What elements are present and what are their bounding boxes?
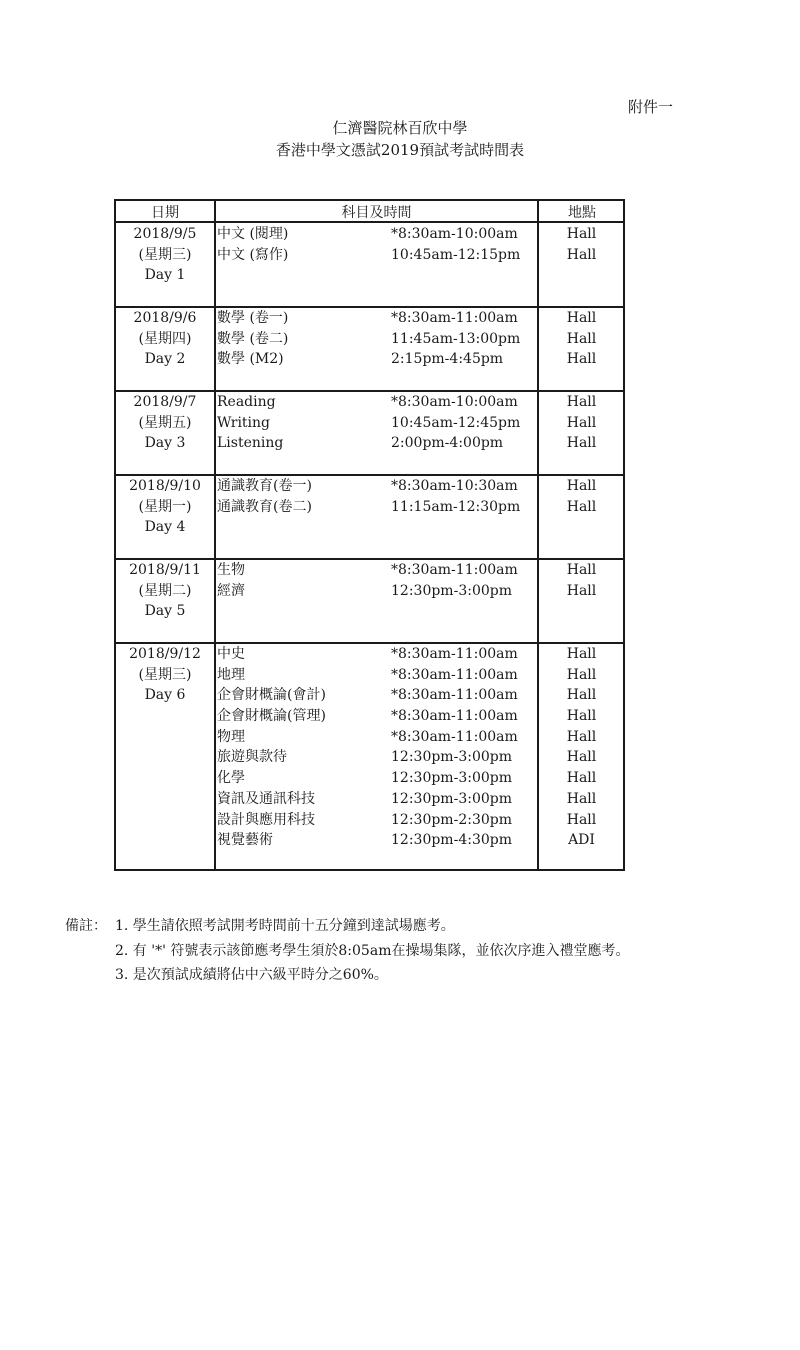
exam-subject: 中史 — [217, 646, 245, 662]
day-date: 2018/9/12 — [129, 646, 201, 662]
day-weekday: (星期二) — [138, 582, 192, 599]
note-item: 3. 是次預試成績將佔中六級平時分之60%。 — [115, 967, 388, 983]
exam-time: *8:30am-11:00am — [391, 708, 518, 725]
day-5-times — [391, 560, 518, 601]
exam-subject: Listening — [217, 435, 284, 452]
day-4-date-block — [116, 476, 214, 538]
exam-subject: 視覺藝術 — [217, 832, 273, 849]
school-name: 仁濟醫院林百欣中學 — [332, 119, 468, 137]
day-5-date-block — [116, 560, 214, 622]
exam-time: *8:30am-10:00am — [391, 226, 518, 242]
exam-time: 2:15pm-4:45pm — [391, 351, 504, 368]
exam-time: 12:30pm-3:00pm — [391, 770, 512, 787]
exam-subject: 生物 — [217, 562, 245, 578]
exam-time: 10:45am-12:45pm — [391, 414, 521, 431]
exam-time: *8:30am-10:00am — [391, 394, 518, 410]
day-weekday: (星期一) — [138, 498, 192, 515]
exam-subject: 企會財概論(會計) — [217, 687, 326, 704]
exam-subject: Reading — [217, 394, 276, 410]
day-date: 2018/9/5 — [133, 226, 197, 242]
exam-venue: Hall — [566, 478, 597, 494]
day-1-venues — [538, 224, 625, 265]
exam-venue: Hall — [566, 310, 597, 326]
exam-venue: Hall — [566, 790, 597, 807]
exam-venue: ADI — [568, 832, 595, 849]
exam-time: 2:00pm-4:00pm — [391, 435, 504, 452]
day-2-subjects — [217, 308, 288, 370]
day-3-times — [391, 392, 520, 454]
day-1-times — [391, 224, 520, 265]
day-day: Day 4 — [144, 519, 186, 536]
day-4-times — [391, 476, 520, 517]
exam-venue: Hall — [566, 246, 597, 263]
exam-venue: Hall — [566, 351, 597, 368]
day-date: 2018/9/10 — [129, 478, 201, 494]
day-6-date-block — [116, 644, 214, 706]
notes-label: 備註： — [65, 918, 107, 934]
exam-time: 12:30pm-3:00pm — [391, 749, 512, 766]
exam-venue: Hall — [566, 687, 597, 704]
column-header-subject-time: 科目及時間 — [341, 205, 412, 221]
day-6-subjects — [217, 644, 326, 851]
day-1-subjects — [217, 224, 288, 265]
exam-subject: 中文 (寫作) — [217, 246, 289, 263]
column-header-date: 日期 — [151, 205, 179, 221]
exam-timetable — [114, 199, 625, 871]
day-3-date-block — [116, 392, 214, 454]
day-3-venues — [538, 392, 625, 454]
day-4-venues — [538, 476, 625, 517]
exam-venue: Hall — [566, 582, 597, 599]
exam-subject: 經濟 — [217, 582, 245, 599]
day-weekday: (星期三) — [138, 666, 192, 683]
column-divider-date — [214, 201, 216, 869]
column-header-venue: 地點 — [568, 205, 596, 221]
day-date: 2018/9/11 — [129, 562, 201, 578]
exam-subject: 數學 (M2) — [217, 351, 284, 368]
day-3-subjects — [217, 392, 283, 454]
exam-time: 12:30pm-4:30pm — [391, 832, 512, 849]
note-item: 2. 有 '*' 符號表示該節應考學生須於8:05am在操場集隊，並依次序進入禮堂應考。 — [115, 942, 630, 959]
exam-time: 11:45am-13:00pm — [391, 330, 521, 347]
exam-subject: 通識教育(卷二) — [217, 498, 312, 515]
exam-subject: 化學 — [217, 770, 245, 787]
exam-venue: Hall — [566, 435, 597, 452]
exam-time: *8:30am-10:30am — [391, 478, 518, 494]
exam-subject: 通識教育(卷一) — [217, 478, 312, 494]
day-day: Day 2 — [144, 351, 186, 368]
exam-subject: Writing — [217, 414, 271, 431]
exam-time: 11:15am-12:30pm — [391, 498, 521, 515]
day-6-venues — [538, 644, 625, 851]
exam-venue: Hall — [566, 414, 597, 431]
notes-list — [115, 914, 629, 988]
day-5-subjects — [217, 560, 245, 601]
exam-time: *8:30am-11:00am — [391, 666, 518, 683]
exam-time: 12:30pm-2:30pm — [391, 811, 512, 828]
exam-subject: 數學 (卷二) — [217, 330, 289, 347]
day-4-subjects — [217, 476, 312, 517]
day-day: Day 6 — [144, 687, 186, 704]
exam-time: 12:30pm-3:00pm — [391, 790, 512, 807]
exam-venue: Hall — [566, 728, 597, 745]
day-date: 2018/9/7 — [133, 394, 197, 410]
day-6-times — [391, 644, 518, 851]
day-day: Day 3 — [144, 435, 186, 452]
day-2-date-block — [116, 308, 214, 370]
exam-subject: 數學 (卷一) — [217, 310, 289, 326]
exam-venue: Hall — [566, 666, 597, 683]
exam-subject: 地理 — [217, 666, 245, 683]
note-item: 1. 學生請依照考試開考時間前十五分鐘到達試場應考。 — [115, 918, 455, 934]
exam-subject: 企會財概論(管理) — [217, 708, 326, 725]
day-date: 2018/9/6 — [133, 310, 197, 326]
annex-label: 附件一 — [628, 98, 674, 116]
exam-time: *8:30am-11:00am — [391, 687, 518, 704]
exam-venue: Hall — [566, 708, 597, 725]
day-1-date-block — [116, 224, 214, 286]
exam-time: *8:30am-11:00am — [391, 646, 518, 662]
day-day: Day 1 — [144, 267, 186, 284]
exam-venue: Hall — [566, 811, 597, 828]
exam-subject: 設計與應用科技 — [217, 811, 315, 828]
exam-venue: Hall — [566, 330, 597, 347]
exam-subject: 中文 (閱理) — [217, 226, 289, 242]
exam-time: *8:30am-11:00am — [391, 562, 518, 578]
exam-subject: 旅遊與款待 — [217, 749, 287, 766]
exam-subject: 資訊及通訊科技 — [217, 790, 315, 807]
exam-venue: Hall — [566, 770, 597, 787]
day-5-venues — [538, 560, 625, 601]
page-title: 香港中學文憑試2019預試考試時間表 — [275, 141, 525, 159]
exam-subject: 物理 — [217, 728, 245, 745]
exam-time: *8:30am-11:00am — [391, 728, 518, 745]
exam-time: *8:30am-11:00am — [391, 310, 518, 326]
exam-venue: Hall — [566, 226, 597, 242]
exam-time: 10:45am-12:15pm — [391, 246, 521, 263]
exam-venue: Hall — [566, 394, 597, 410]
exam-venue: Hall — [566, 646, 597, 662]
exam-venue: Hall — [566, 498, 597, 515]
day-weekday: (星期三) — [138, 246, 192, 263]
day-2-venues — [538, 308, 625, 370]
exam-time: 12:30pm-3:00pm — [391, 582, 512, 599]
exam-venue: Hall — [566, 749, 597, 766]
day-weekday: (星期四) — [138, 330, 192, 347]
day-weekday: (星期五) — [138, 414, 192, 431]
exam-venue: Hall — [566, 562, 597, 578]
day-2-times — [391, 308, 520, 370]
day-day: Day 5 — [144, 603, 186, 620]
